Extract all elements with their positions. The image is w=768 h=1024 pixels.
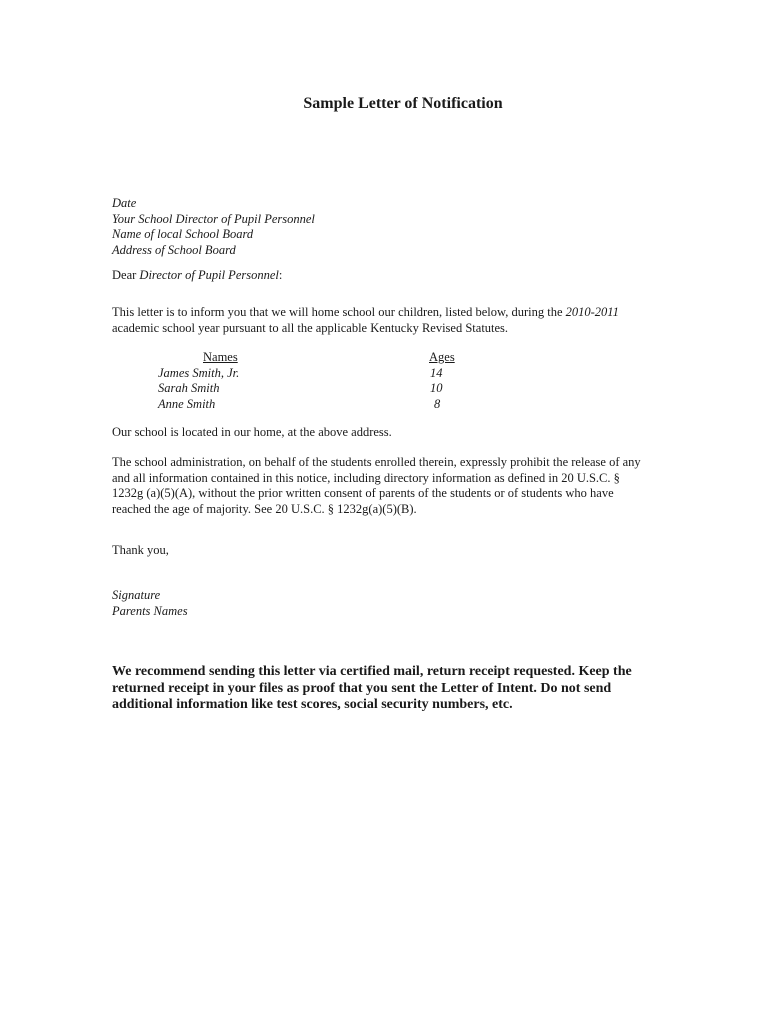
greeting-prefix: Dear: [112, 268, 140, 282]
recommendation-line-1: We recommend sending this letter via certified mail, return receipt requested. Keep the: [112, 664, 632, 679]
privacy-line-3: 1232g (a)(5)(A), without the prior written consent of parents of the students or of students who have: [112, 486, 614, 500]
greeting-recipient: Director of Pupil Personnel: [139, 268, 279, 282]
table-row: [158, 397, 478, 413]
parents-names-line: Parents Names: [112, 603, 188, 618]
address-block: [112, 196, 672, 258]
children-table: [158, 350, 478, 412]
school-year: 2010-2011: [565, 305, 619, 319]
intro-line-2: academic school year pursuant to all the applicable Kentucky Revised Statutes.: [112, 320, 509, 335]
recommendation-note: [112, 664, 642, 714]
signature-line: Signature: [112, 588, 161, 602]
table-row: [158, 366, 478, 382]
table-row: [158, 381, 478, 397]
child-name: Anne Smith: [158, 396, 216, 411]
greeting: [112, 268, 672, 284]
page-title: Sample Letter of Notification: [303, 95, 503, 112]
table-header-row: [158, 350, 478, 366]
child-name: James Smith, Jr.: [158, 365, 240, 380]
greeting-suffix: :: [278, 268, 283, 282]
signature-block: [112, 588, 672, 619]
address-line-board-name: Name of local School Board: [112, 227, 254, 241]
header-ages: Ages: [429, 350, 455, 364]
address-line-board-address: Address of School Board: [112, 242, 236, 257]
recommendation-line-2: returned receipt in your files as proof that you sent the Letter of Intent. Do not send: [112, 680, 612, 696]
child-name: Sarah Smith: [158, 381, 220, 395]
intro-line-1: [112, 305, 652, 321]
privacy-line-2: and all information contained in this notice, including directory information as defined in 20 U.S.C. §: [112, 470, 620, 485]
child-age: 14: [430, 365, 443, 380]
header-names: Names: [203, 350, 238, 364]
child-age: 8: [434, 396, 441, 411]
child-age: 10: [430, 381, 443, 395]
privacy-paragraph: [112, 455, 657, 517]
location-paragraph: Our school is located in our home, at the above address.: [112, 425, 392, 439]
intro-paragraph: [112, 305, 652, 336]
closing: Thank you,: [112, 543, 169, 557]
address-line-director: Your School Director of Pupil Personnel: [112, 211, 315, 226]
privacy-line-1: The school administration, on behalf of the students enrolled therein, expressly prohibit the release of any: [112, 455, 641, 469]
address-line-date: Date: [112, 196, 137, 210]
intro-line-1-text: This letter is to inform you that we will home school our children, listed below, during the: [112, 305, 566, 319]
privacy-line-4: reached the age of majority. See 20 U.S.C. § 1232g(a)(5)(B).: [112, 501, 417, 516]
recommendation-line-3: additional information like test scores, social security numbers, etc.: [112, 697, 513, 712]
